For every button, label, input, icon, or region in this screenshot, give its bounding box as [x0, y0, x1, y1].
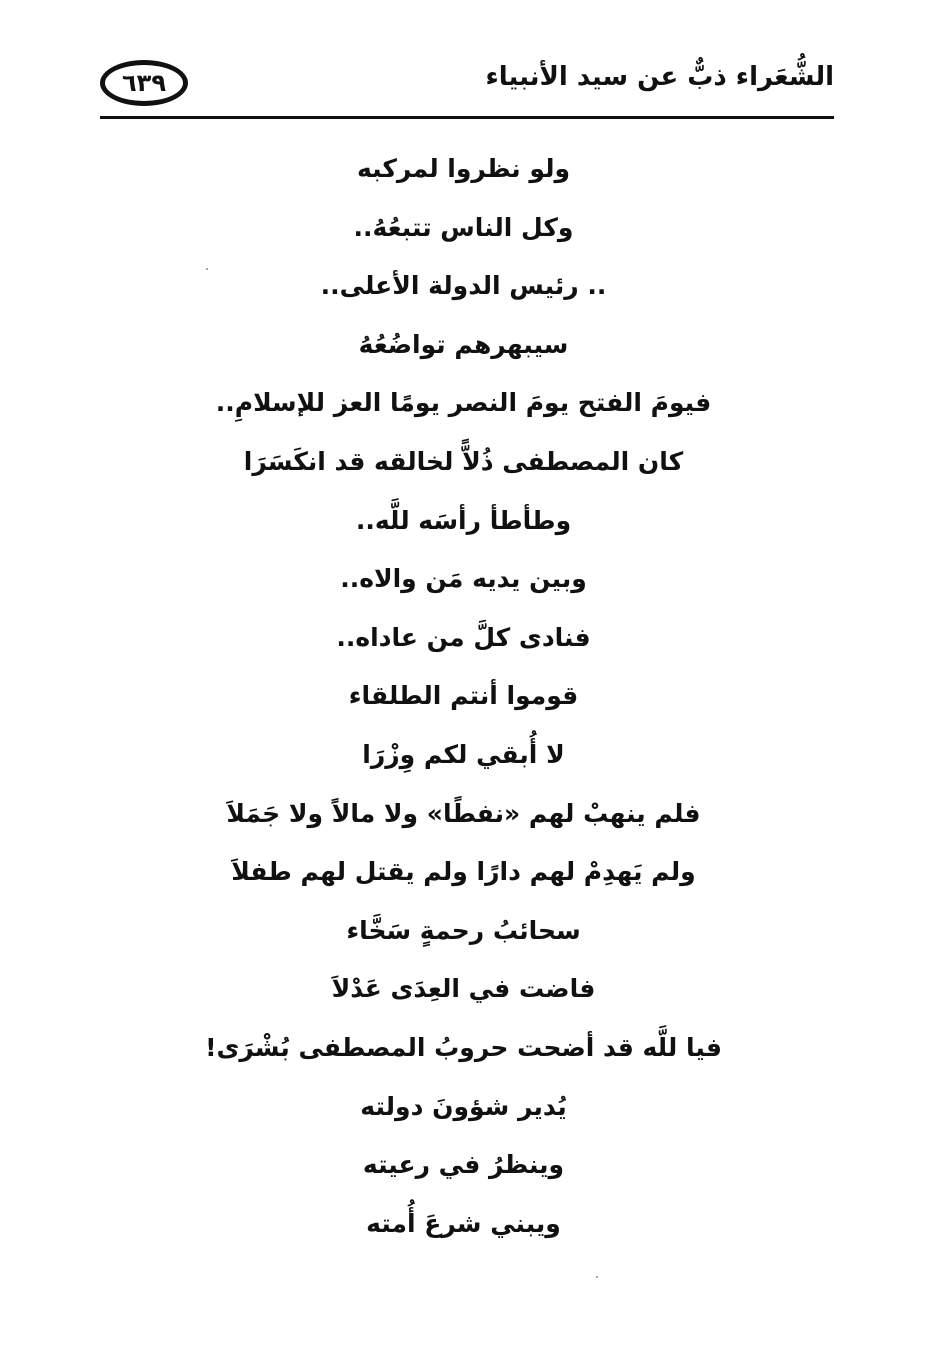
- poem-line: لا أُبقي لكم وِزْرَا: [362, 739, 565, 769]
- poem-line: وبين يديه مَن والاه..: [340, 564, 587, 594]
- poem-line: سحائبُ رحمةٍ سَخَّاء: [346, 915, 581, 945]
- page-header: [100, 52, 834, 118]
- poem-line: فاضت في العِدَى عَدْلاَ: [331, 974, 596, 1004]
- header-rule: [100, 116, 834, 119]
- poem-line: ولو نظروا لمركبه: [356, 154, 570, 183]
- poem-line: كان المصطفى ذُلاًّ لخالقه قد انكَسَرَا: [243, 446, 684, 476]
- poem-line: .. رئيس الدولة الأعلى..: [320, 271, 607, 301]
- poem-line: ويبني شرعَ أُمته: [366, 1208, 561, 1238]
- scan-speck: [206, 268, 208, 270]
- poem-line: يُدير شؤونَ دولته: [360, 1091, 567, 1121]
- poem-line: قوموا أنتم الطلقاء: [348, 681, 579, 711]
- scan-speck: [596, 1276, 598, 1278]
- poem-line: فيومَ الفتح يومَ النصر يومًا العز للإسلامِ..: [215, 388, 712, 418]
- poem-line: سيبهرهم تواضُعُهُ: [358, 329, 569, 359]
- page-number: ٦٣٩: [100, 60, 188, 106]
- poem-body: [120, 140, 807, 1253]
- poem-line: وطأطأ رأسَه للَّه..: [355, 505, 572, 535]
- poem-line: وكل الناس تتبعُهُ..: [353, 212, 574, 242]
- poem-line: ولم يَهدِمْ لهم دارًا ولم يقتل لهم طفلاَ: [231, 857, 696, 887]
- poem-line: وينظرُ في رعيته: [362, 1150, 565, 1180]
- poem-line: فيا للَّه قد أضحت حروبُ المصطفى بُشْرَى!: [205, 1032, 722, 1062]
- running-title: الشُّعَراء ذبٌّ عن سيد الأنبياء: [485, 62, 834, 92]
- poem-line: فلم ينهبْ لهم «نفطًا» ولا مالاً ولا جَمَلاَ: [226, 798, 701, 828]
- poem-line: فنادى كلَّ من عاداه..: [336, 622, 591, 652]
